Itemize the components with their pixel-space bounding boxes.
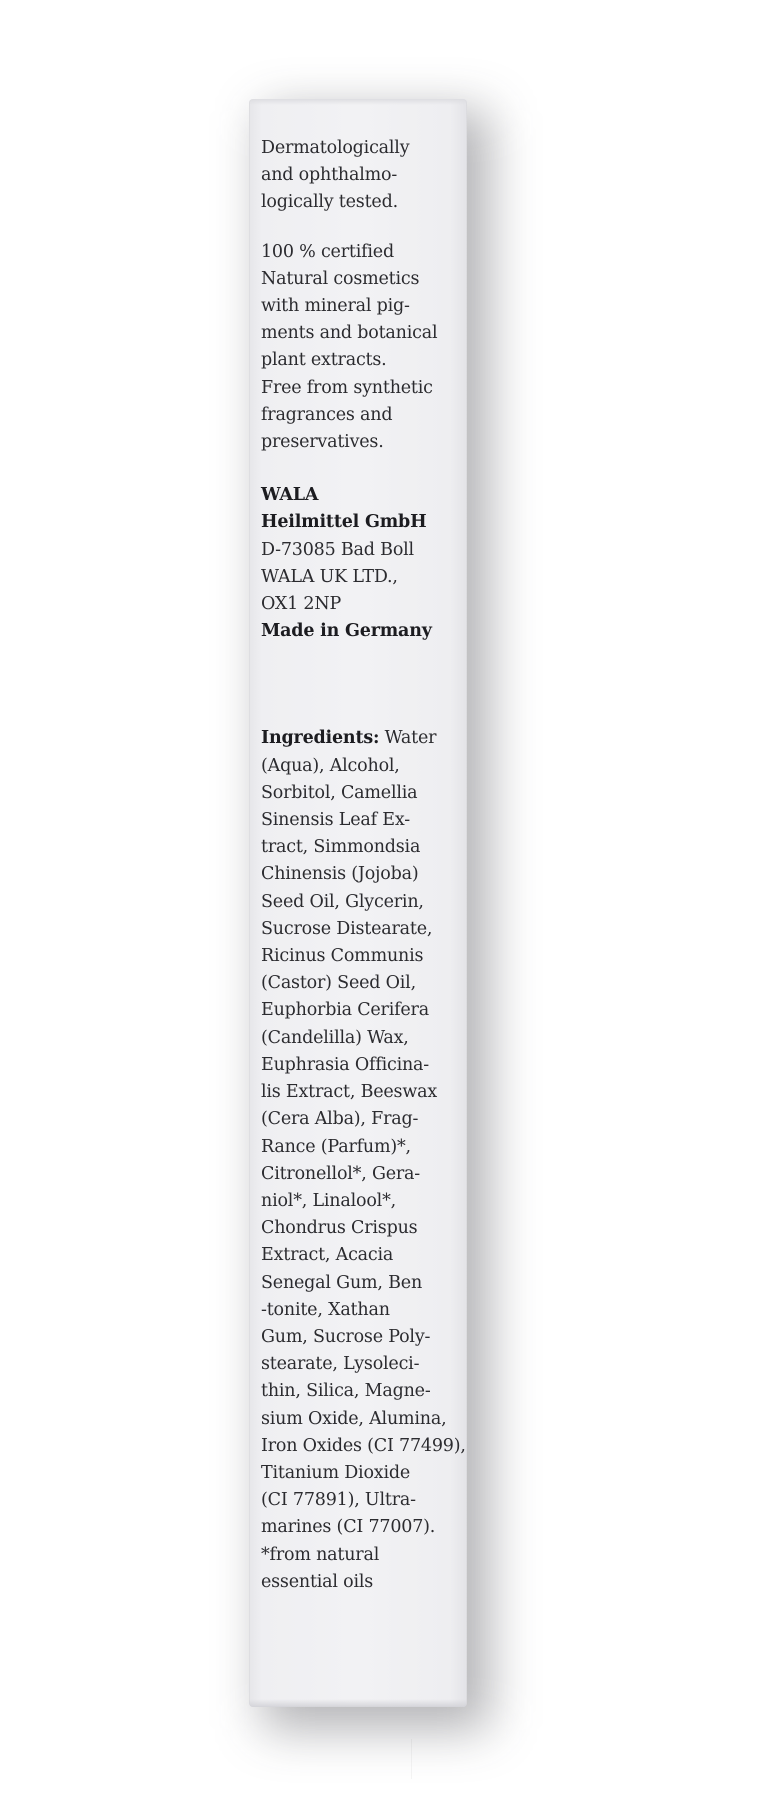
ingredient-line: tract, Simmondsia — [261, 837, 421, 858]
ingredient-line: (CI 77891), Ultra- — [261, 1490, 416, 1511]
natural-line: ments and botanical — [261, 323, 438, 344]
ingredient-line: Senegal Gum, Ben — [261, 1272, 423, 1293]
natural-line: with mineral pig- — [261, 296, 410, 317]
ingredient-line: (Castor) Seed Oil, — [261, 973, 416, 994]
manufacturer-name-line2: Heilmittel GmbH — [261, 512, 427, 533]
natural-line: preservatives. — [261, 432, 384, 453]
ingredient-line: Extract, Acacia — [261, 1245, 394, 1266]
ingredient-line: Euphrasia Officina- — [261, 1054, 430, 1075]
ingredient-line: Iron Oxides (CI 77499), — [261, 1435, 466, 1456]
ingredient-line: stearate, Lysoleci- — [261, 1354, 420, 1375]
ingredient-line: lis Extract, Beeswax — [261, 1082, 438, 1103]
natural-line: 100 % certified — [261, 241, 394, 262]
ingredient-line: Citronellol*, Gera- — [261, 1163, 420, 1184]
box-bottom-edge — [249, 1699, 467, 1707]
manufacturer-block — [261, 482, 461, 645]
ingredient-line: Gum, Sucrose Poly- — [261, 1326, 431, 1347]
ingredient-line: Chinensis (Jojoba) — [261, 864, 419, 885]
ingredient-line: thin, Silica, Magne- — [261, 1381, 431, 1402]
tested-line: Dermatologically — [261, 138, 410, 158]
manufacturer-address: D-73085 Bad Boll — [261, 539, 414, 560]
tested-statement — [261, 135, 461, 217]
box-fold-mark — [411, 1739, 412, 1779]
natural-line: plant extracts. — [261, 350, 387, 371]
ingredient-text: Water — [379, 728, 437, 749]
ingredient-line: (Candelilla) Wax, — [261, 1027, 409, 1048]
tested-line: logically tested. — [261, 192, 398, 213]
ingredient-line: -tonite, Xathan — [261, 1299, 390, 1320]
ingredient-line: Ricinus Communis — [261, 946, 424, 967]
ingredient-line: Seed Oil, Glycerin, — [261, 891, 424, 912]
natural-line: fragrances and — [261, 404, 393, 425]
ingredients-first-line — [261, 725, 461, 752]
ingredient-line: (Aqua), Alcohol, — [261, 755, 400, 776]
package-label-text — [261, 135, 466, 1596]
natural-line: Natural cosmetics — [261, 268, 420, 289]
ingredient-line: Rance (Parfum)*, — [261, 1136, 411, 1157]
natural-cosmetics-statement — [261, 239, 461, 457]
manufacturer-address: WALA UK LTD., — [261, 566, 398, 587]
ingredient-line: (Cera Alba), Frag- — [261, 1109, 419, 1130]
ingredient-line: niol*, Linalool*, — [261, 1190, 396, 1211]
natural-line: Free from synthetic — [261, 377, 433, 398]
ingredient-line: Chondrus Crispus — [261, 1218, 418, 1239]
ingredient-line: marines (CI 77007). — [261, 1517, 436, 1538]
ingredient-line: sium Oxide, Alumina, — [261, 1408, 447, 1429]
ingredient-line: Sorbitol, Camellia — [261, 782, 418, 803]
ingredient-line: Sucrose Distearate, — [261, 918, 433, 939]
manufacturer-name: WALA — [261, 485, 319, 506]
product-box-side-panel — [249, 99, 467, 1707]
made-in-germany: Made in Germany — [261, 621, 432, 642]
ingredient-line: Sinensis Leaf Ex- — [261, 810, 410, 831]
ingredient-line: essential oils — [261, 1571, 374, 1592]
ingredient-line: *from natural — [261, 1544, 380, 1565]
ingredients-list — [261, 725, 466, 1596]
box-top-edge — [249, 99, 467, 105]
ingredients-heading: Ingredients: — [261, 728, 380, 749]
ingredient-line: Titanium Dioxide — [261, 1462, 411, 1483]
manufacturer-address: OX1 2NP — [261, 594, 342, 615]
tested-line: and ophthalmo- — [261, 165, 398, 186]
ingredient-line: Euphorbia Cerifera — [261, 1000, 429, 1021]
